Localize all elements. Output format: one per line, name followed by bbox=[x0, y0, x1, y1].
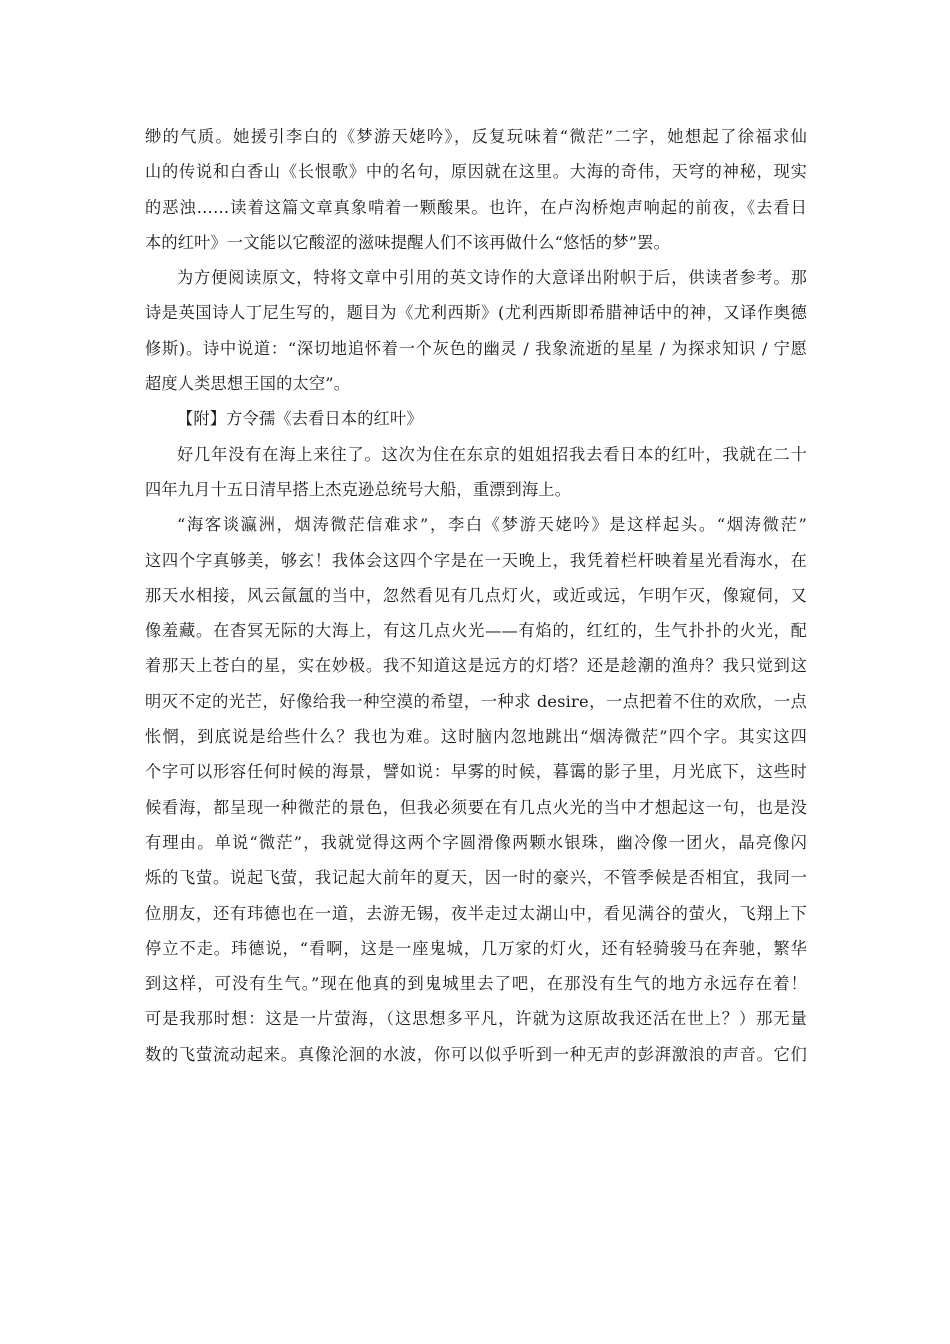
text-line: 数的飞萤流动起来。真像沦洄的水波，你可以似乎听到一种无声的彭湃激浪的声音。它们 bbox=[145, 1044, 807, 1064]
text-line: 修斯)。诗中说道：“深切地追怀着一个灰色的幽灵 / 我象流逝的星星 / 为探求知识 / 宁愿 bbox=[145, 338, 807, 358]
body-text bbox=[145, 119, 807, 1072]
text-line: 位朋友，还有玮德也在一道，去游无锡，夜半走过太湖山中，看见满谷的萤火，飞翔上下 bbox=[145, 903, 807, 923]
text-line: 怅惘，到底说是给些什么？我也为难。这时脑内忽地跳出“烟涛微茫”四个字。其实这四 bbox=[145, 727, 807, 747]
text-line: 那天水相接，风云氤氲的当中，忽然看见有几点灯火，或近或远，乍明乍灭，像窥伺，又 bbox=[145, 585, 807, 605]
text-line: 本的红叶》一文能以它酸涩的滋味提醒人们不该再做什么“悠恬的梦”罢。 bbox=[145, 232, 670, 252]
text-line: 个字可以形容任何时候的海景，譬如说：早雾的时候，暮霭的影子里，月光底下，这些时 bbox=[145, 762, 807, 782]
text-line: 缈的气质。她援引李白的《梦游天姥吟》，反复玩味着“微茫”二字，她想起了徐福求仙 bbox=[145, 127, 807, 146]
text-line: 【附】方令孺《去看日本的红叶》 bbox=[177, 409, 423, 429]
text-line: 的恶浊……读着这篇文章真象啃着一颗酸果。也许，在卢沟桥炮声响起的前夜，《去看日 bbox=[145, 197, 807, 217]
text-line: 这四个字真够美，够玄！我体会这四个字是在一天晚上，我凭着栏杆映着星光看海水，在 bbox=[145, 550, 807, 570]
text-line: 烁的飞萤。说起飞萤，我记起大前年的夏天，因一时的豪兴，不管季候是否相宜，我同一 bbox=[145, 868, 807, 888]
text-line: 山的传说和白香山《长恨歌》中的名句，原因就在这里。大海的奇伟，天穹的神秘，现实 bbox=[145, 162, 807, 182]
text-line: 候看海，都呈现一种微茫的景色，但我必须要在有几点火光的当中才想起这一句，也是没 bbox=[145, 797, 807, 817]
text-line: 好几年没有在海上来往了。这次为住在东京的姐姐招我去看日本的红叶，我就在二十 bbox=[177, 444, 807, 464]
text-line: 为方便阅读原文，特将文章中引用的英文诗作的大意译出附帜于后，供读者参考。那 bbox=[177, 268, 807, 288]
text-line: 明灭不定的光芒，好像给我一种空漠的希望，一种求 desire，一点把着不住的欢欣，一点 bbox=[145, 691, 807, 711]
text-line: 停立不走。玮德说，“看啊，这是一座鬼城，几万家的灯火，还有轻骑骏马在奔驰，繁华 bbox=[145, 938, 807, 958]
text-line: 可是我那时想：这是一片萤海，（这思想多平凡，许就为这原故我还活在世上？）那无量 bbox=[145, 1009, 807, 1029]
text-line: 到这样，可没有生气。”现在他真的到鬼城里去了吧，在那没有生气的地方永远存在着！ bbox=[145, 974, 807, 994]
text-line: 诗是英国诗人丁尼生写的，题目为《尤利西斯》(尤利西斯即希腊神话中的神，又译作奥德 bbox=[145, 303, 807, 323]
text-line: 超度人类思想王国的太空”。 bbox=[145, 374, 351, 394]
text-line: 有理由。单说“微茫”，我就觉得这两个字圆滑像两颗水银珠，幽冷像一团火，晶亮像闪 bbox=[145, 832, 807, 852]
text-line: “海客谈瀛洲，烟涛微茫信难求”，李白《梦游天姥吟》是这样起头。“烟涛微茫” bbox=[177, 515, 807, 535]
text-line: 像羞藏。在杳冥无际的大海上，有这几点火光——有焰的，红红的，生气扑扑的火光，配 bbox=[145, 621, 807, 641]
text-line: 着那天上苍白的星，实在妙极。我不知道这是远方的灯塔？还是趁潮的渔舟？我只觉到这 bbox=[145, 656, 807, 676]
text-line: 四年九月十五日清早搭上杰克逊总统号大船，重漂到海上。 bbox=[145, 479, 572, 499]
